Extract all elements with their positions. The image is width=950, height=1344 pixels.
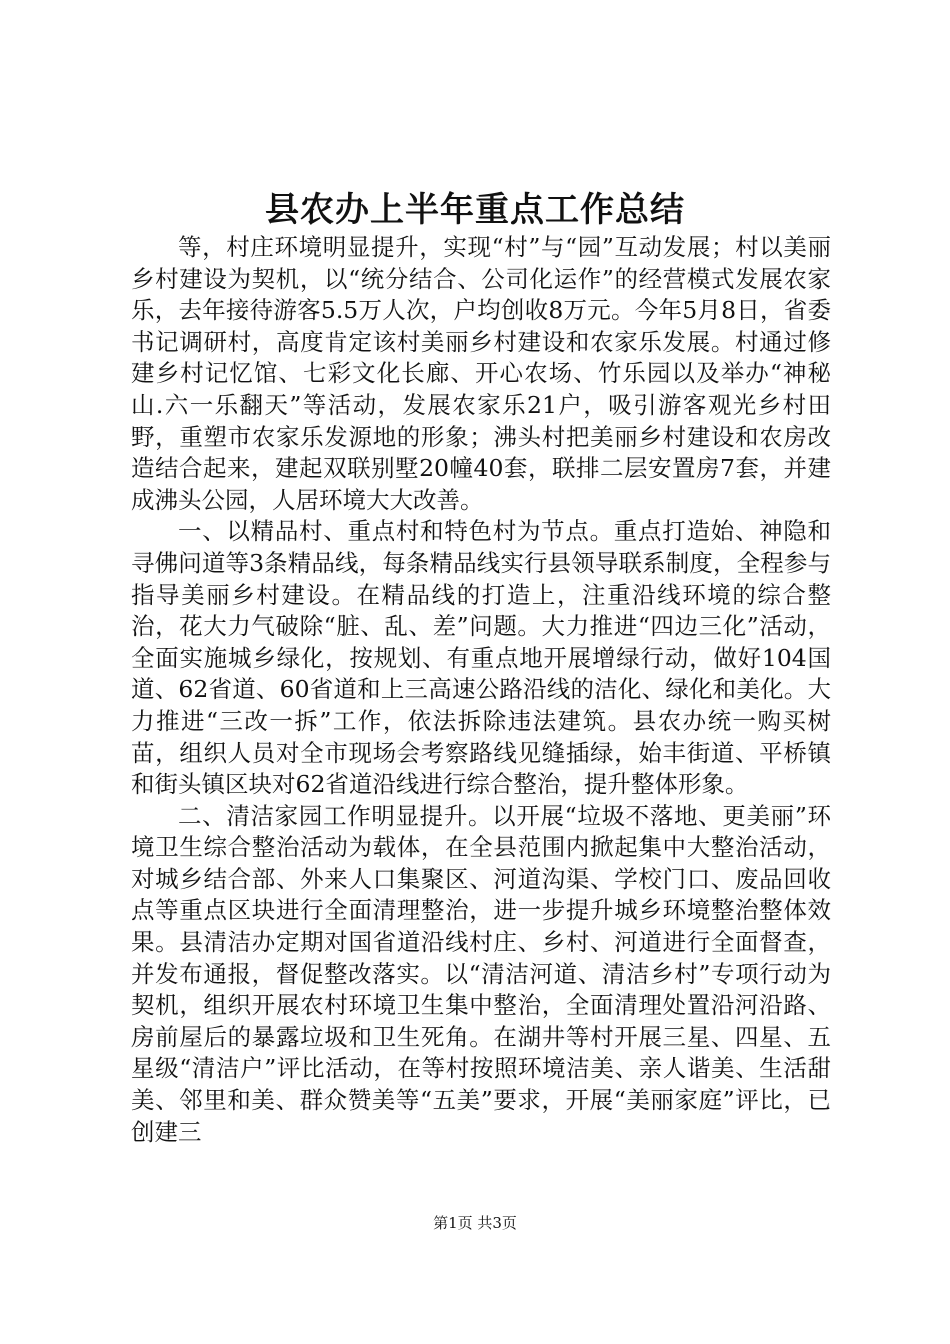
page-number-footer: 第1页 共3页	[433, 1214, 517, 1232]
document-body	[131, 232, 831, 1148]
document-title: 县农办上半年重点工作总结	[265, 190, 685, 230]
paragraph-section-2: 二、清洁家园工作明显提升。以开展“垃圾不落地、更美丽”环境卫生综合整治活动为载体，在全县范围内掀起集中大整治活动，对城乡结合部、外来人口集聚区、河道沟渠、学校门口、废品回收点等重点区块进行全面清理整治，进一步提升城乡环境整治整体效果。县清洁办定期对国省道沿线村庄、乡村、河道进行全面督查，并发布通报，督促整改落实。以“清洁河道、清洁乡村”专项行动为契机，组织开展农村环境卫生集中整治，全面清理处置沿河沿路、房前屋后的暴露垃圾和卫生死角。在湖井等村开展三星、四星、五星级“清洁户”评比活动，在等村按照环境洁美、亲人谐美、生活甜美、邻里和美、群众赞美等“五美”要求，开展“美丽家庭”评比，已创建三	[131, 801, 831, 1146]
paragraph-intro: 等，村庄环境明显提升，实现“村”与“园”互动发展；村以美丽乡村建设为契机，以“统分结合、公司化运作”的经营模式发展农家乐，去年接待游客5.5万人次，户均创收8万元。今年5月8日，省委书记调研村，高度肯定该村美丽乡村建设和农家乐发展。村通过修建乡村记忆馆、七彩文化长廊、开心农场、竹乐园以及举办“神秘山.六一乐翻天”等活动，发展农家乐21户，吸引游客观光乡村田野，重塑市农家乐发源地的形象；沸头村把美丽乡村建设和农房改造结合起来，建起双联别墅20幢40套，联排二层安置房7套，并建成沸头公园，人居环境大大改善。	[131, 233, 831, 514]
paragraph-section-1: 一、以精品村、重点村和特色村为节点。重点打造始、神隐和寻佛问道等3条精品线，每条精品线实行县领导联系制度，全程参与指导美丽乡村建设。在精品线的打造上，注重沿线环境的综合整治，花大力气破除“脏、乱、差”问题。大力推进“四边三化”活动，全面实施城乡绿化，按规划、有重点地开展增绿行动，做好104国道、62省道、60省道和上三高速公路沿线的洁化、绿化和美化。大力推进“三改一拆”工作，依法拆除违法建筑。县农办统一购买树苗，组织人员对全市现场会考察路线见缝插绿，始丰街道、平桥镇和街头镇区块对62省道沿线进行综合整治，提升整体形象。	[131, 517, 831, 799]
